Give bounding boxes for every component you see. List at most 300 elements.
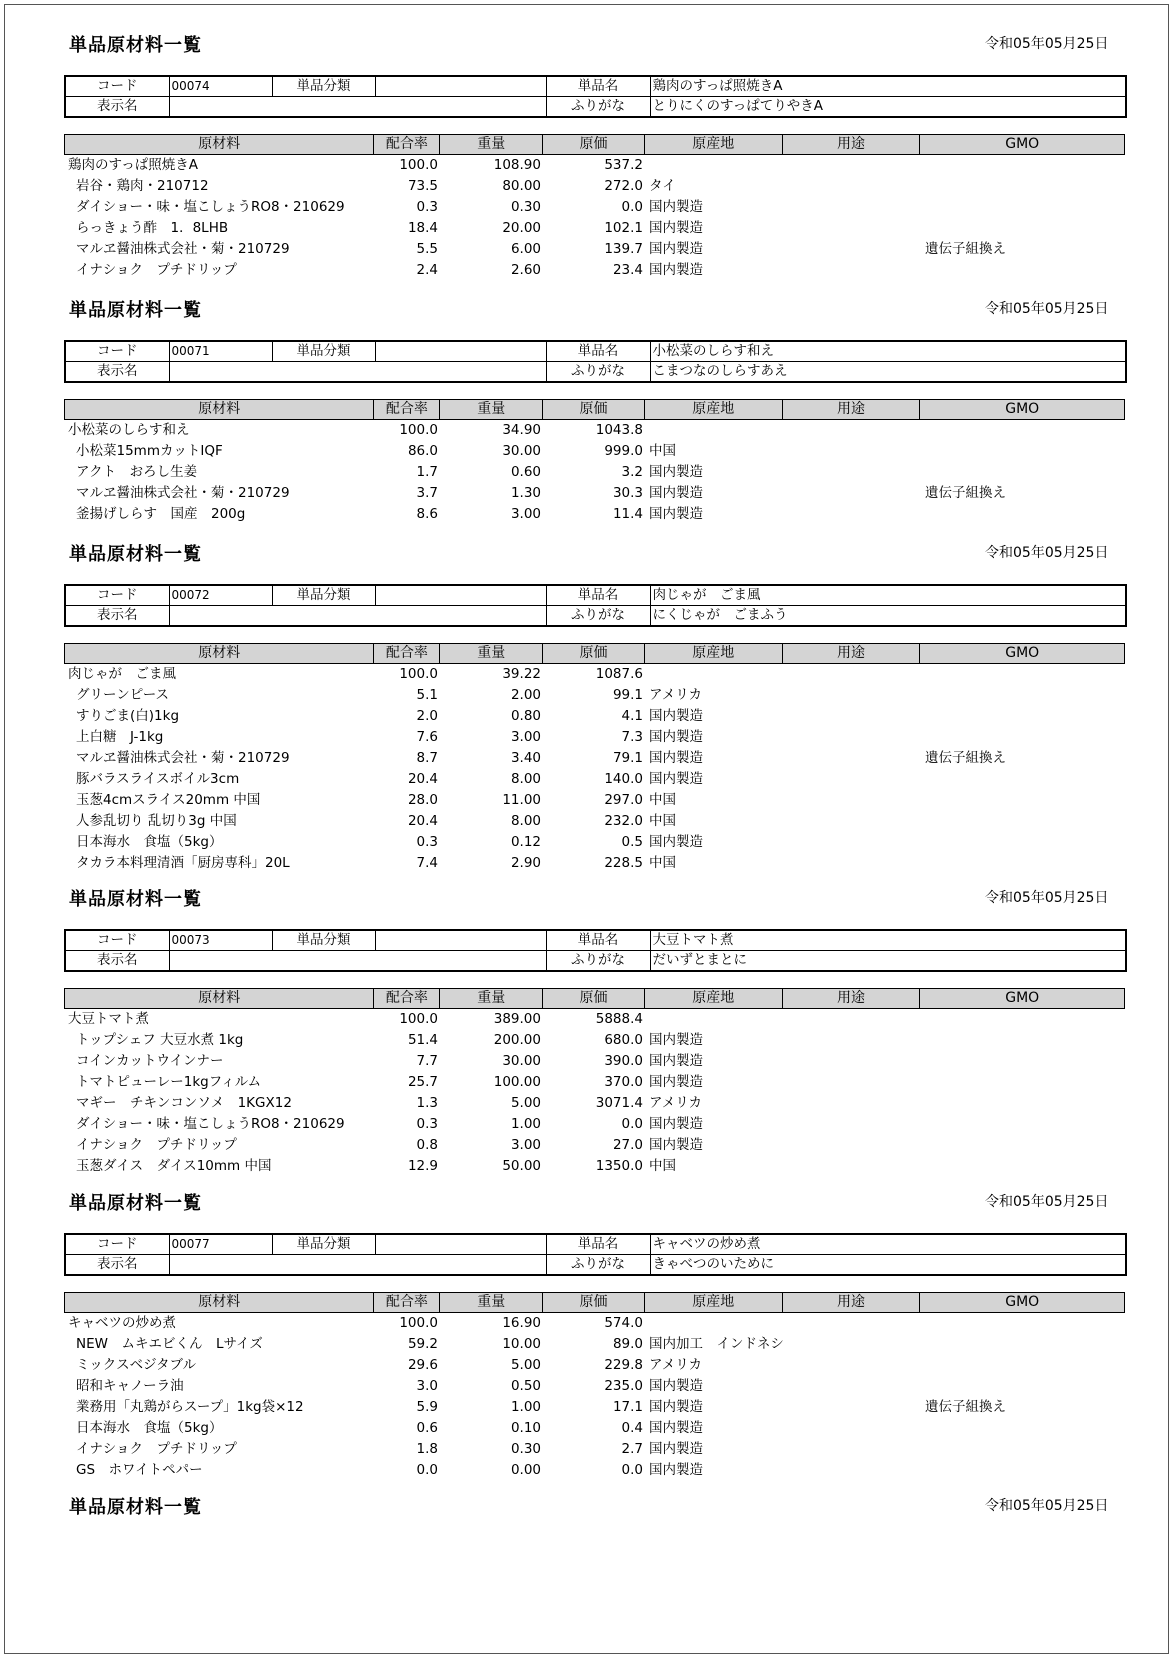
gmo-value: [921, 664, 1125, 685]
table-row: [64, 1418, 1125, 1439]
table-row: [64, 664, 1125, 685]
gmo-value: [921, 155, 1125, 176]
use-value: [783, 769, 921, 790]
weight-value: 39.22: [502, 666, 541, 682]
report-date: 令和05年05月25日: [985, 1194, 1109, 1210]
cost-value: 30.3: [612, 485, 643, 501]
table-row: [64, 727, 1125, 748]
cost-value: 89.0: [612, 1336, 643, 1352]
column-header-origin: 原産地: [645, 1293, 783, 1312]
weight-value: 10.00: [502, 1336, 541, 1352]
weight-value: 0.80: [510, 708, 541, 724]
ratio-value: 7.7: [416, 1053, 438, 1069]
cost-value: 1087.6: [595, 666, 643, 682]
origin-value: 国内製造: [649, 1399, 703, 1415]
material-name: マルヱ醤油株式会社・菊・210729: [76, 485, 290, 501]
column-header-gmo: GMO: [1005, 645, 1040, 661]
ratio-value: 100.0: [399, 157, 438, 173]
product-info-row: [65, 951, 1126, 972]
origin-value: 国内製造: [649, 506, 703, 522]
origin-value: 国内製造: [649, 750, 703, 766]
category-label: 単品分類: [272, 930, 375, 951]
use-value: [783, 706, 921, 727]
cost-value: 79.1: [612, 750, 643, 766]
table-row: [64, 1313, 1125, 1334]
gmo-value: [921, 441, 1125, 462]
cost-value: 0.0: [621, 1116, 643, 1132]
weight-value: 5.00: [510, 1357, 541, 1373]
use-value: [783, 1439, 921, 1460]
ratio-value: 1.3: [416, 1095, 438, 1111]
cost-value: 5888.4: [595, 1011, 643, 1027]
origin-value: 国内製造: [649, 1420, 703, 1436]
cost-value: 2.7: [621, 1441, 643, 1457]
cost-value: 102.1: [604, 220, 643, 236]
table-row: [64, 239, 1125, 260]
code-value: 00077: [169, 1234, 272, 1255]
material-name: 肉じゃが ごま風: [68, 666, 176, 682]
column-header-cost: 原価: [543, 1293, 645, 1312]
ratio-value: 73.5: [407, 178, 438, 194]
column-header-gmo: GMO: [1005, 990, 1040, 1006]
weight-value: 0.30: [510, 1441, 541, 1457]
cost-value: 3071.4: [595, 1095, 643, 1111]
origin-value: 国内製造: [649, 1378, 703, 1394]
weight-value: 2.90: [510, 855, 541, 871]
use-value: [783, 420, 921, 441]
material-name: 人参乱切り 乱切り3g 中国: [76, 813, 237, 829]
use-value: [783, 155, 921, 176]
origin-value: 国内製造: [649, 1032, 703, 1048]
table-row: [64, 1093, 1125, 1114]
use-value: [783, 727, 921, 748]
cost-value: 99.1: [612, 687, 643, 703]
column-header-material: 原材料: [65, 135, 374, 154]
use-value: [783, 1355, 921, 1376]
weight-value: 200.00: [493, 1032, 541, 1048]
origin-value: [645, 664, 783, 685]
cost-value: 235.0: [604, 1378, 643, 1394]
material-name: 上白糖 J-1kg: [76, 729, 164, 745]
ratio-value: 1.7: [416, 464, 438, 480]
material-name: ダイショー・味・塩こしょうRO8・210629: [76, 1116, 345, 1132]
material-name: すりごま(白)1kg: [76, 708, 180, 724]
origin-value: 国内製造: [649, 1137, 703, 1153]
code-value: 00073: [169, 930, 272, 951]
weight-value: 30.00: [502, 443, 541, 459]
product-name-label: 単品名: [546, 76, 650, 97]
cost-value: 7.3: [621, 729, 643, 745]
weight-value: 6.00: [510, 241, 541, 257]
section-title: 単品原材料一覧: [69, 544, 202, 565]
product-info-row: [65, 1255, 1126, 1276]
cost-value: 1043.8: [595, 422, 643, 438]
weight-value: 2.60: [510, 262, 541, 278]
gmo-value: [921, 1460, 1125, 1481]
ratio-value: 29.6: [407, 1357, 438, 1373]
ingredient-rows: [64, 1313, 1125, 1481]
code-label: コード: [65, 341, 169, 362]
product-name-label: 単品名: [546, 1234, 650, 1255]
column-header-use: 用途: [783, 1293, 921, 1312]
ratio-value: 25.7: [407, 1074, 438, 1090]
weight-value: 11.00: [502, 792, 541, 808]
column-header-ratio: 配合率: [374, 1293, 440, 1312]
origin-value: [645, 1009, 783, 1030]
use-value: [783, 176, 921, 197]
origin-value: 国内製造: [649, 1441, 703, 1457]
ratio-value: 100.0: [399, 422, 438, 438]
material-name: NEW ムキエビくん Lサイズ: [76, 1336, 263, 1352]
table-row: [64, 462, 1125, 483]
table-row: [64, 1009, 1125, 1030]
ratio-value: 100.0: [399, 666, 438, 682]
cost-value: 1350.0: [595, 1158, 643, 1174]
section-title: 単品原材料一覧: [69, 889, 202, 910]
material-name: トップシェフ 大豆水煮 1kg: [76, 1032, 244, 1048]
weight-value: 80.00: [502, 178, 541, 194]
table-row: [64, 1355, 1125, 1376]
table-row: [64, 1030, 1125, 1051]
weight-value: 0.00: [510, 1462, 541, 1478]
material-name: 玉葱ダイス ダイス10mm 中国: [76, 1158, 272, 1174]
gmo-value: [921, 832, 1125, 853]
cost-value: 232.0: [604, 813, 643, 829]
weight-value: 0.12: [510, 834, 541, 850]
product-name-value: キャベツの炒め煮: [650, 1234, 1126, 1255]
origin-value: 国内製造: [649, 1116, 703, 1132]
ratio-value: 2.0: [416, 708, 438, 724]
table-row: [64, 197, 1125, 218]
use-value: [783, 790, 921, 811]
gmo-value: [921, 1334, 1125, 1355]
use-value: [783, 1009, 921, 1030]
gmo-value: 遺伝子組換え: [925, 241, 1006, 257]
table-row: [64, 790, 1125, 811]
furigana-label: ふりがな: [546, 97, 650, 118]
ratio-value: 18.4: [407, 220, 438, 236]
ingredient-table-header: [64, 988, 1125, 1009]
gmo-value: [921, 504, 1125, 525]
material-name: キャベツの炒め煮: [68, 1315, 176, 1331]
origin-value: 国内製造: [649, 1053, 703, 1069]
ratio-value: 86.0: [407, 443, 438, 459]
origin-value: [645, 420, 783, 441]
use-value: [783, 1376, 921, 1397]
material-name: マルヱ醤油株式会社・菊・210729: [76, 750, 290, 766]
origin-value: 国内製造: [649, 1462, 703, 1478]
origin-value: タイ: [649, 178, 676, 194]
gmo-value: [921, 1156, 1125, 1177]
product-info-table: [64, 75, 1127, 118]
table-row: [64, 218, 1125, 239]
origin-value: 国内製造: [649, 241, 703, 257]
table-row: [64, 1051, 1125, 1072]
weight-value: 20.00: [502, 220, 541, 236]
gmo-value: [921, 260, 1125, 281]
origin-value: 中国: [649, 855, 676, 871]
ingredient-table-header: [64, 1292, 1125, 1313]
gmo-value: [921, 1439, 1125, 1460]
use-value: [783, 664, 921, 685]
gmo-value: [921, 811, 1125, 832]
weight-value: 1.00: [510, 1399, 541, 1415]
material-name: コインカットウインナー: [76, 1053, 224, 1069]
product-name-value: 大豆トマト煮: [650, 930, 1126, 951]
ratio-value: 1.8: [416, 1441, 438, 1457]
weight-value: 0.10: [510, 1420, 541, 1436]
origin-value: 国内製造: [649, 771, 703, 787]
ratio-value: 100.0: [399, 1011, 438, 1027]
cost-value: 370.0: [604, 1074, 643, 1090]
cost-value: 272.0: [604, 178, 643, 194]
section-title: 単品原材料一覧: [69, 300, 202, 321]
furigana-value: だいずとまとに: [650, 951, 1126, 972]
ingredient-table-header: [64, 134, 1125, 155]
code-value: 00074: [169, 76, 272, 97]
ratio-value: 0.6: [416, 1420, 438, 1436]
product-name-value: 肉じゃが ごま風: [650, 585, 1126, 606]
origin-value: アメリカ: [649, 687, 703, 703]
gmo-value: [921, 1114, 1125, 1135]
origin-value: アメリカ: [649, 1095, 703, 1111]
report-date: 令和05年05月25日: [985, 545, 1109, 561]
use-value: [783, 1156, 921, 1177]
gmo-value: [921, 853, 1125, 874]
display-name-label: 表示名: [65, 606, 169, 627]
furigana-label: ふりがな: [546, 1255, 650, 1276]
weight-value: 1.00: [510, 1116, 541, 1132]
material-name: 日本海水 食塩（5kg）: [76, 834, 223, 850]
product-info-row: [65, 930, 1126, 951]
column-header-cost: 原価: [543, 400, 645, 419]
cost-value: 3.2: [621, 464, 643, 480]
cost-value: 0.4: [621, 1420, 643, 1436]
gmo-value: [921, 1135, 1125, 1156]
furigana-label: ふりがな: [546, 951, 650, 972]
ingredient-rows: [64, 1009, 1125, 1177]
column-header-origin: 原産地: [645, 400, 783, 419]
ratio-value: 28.0: [407, 792, 438, 808]
cost-value: 4.1: [621, 708, 643, 724]
table-row: [64, 1072, 1125, 1093]
ratio-value: 5.5: [416, 241, 438, 257]
report-date: 令和05年05月25日: [985, 890, 1109, 906]
use-value: [783, 1313, 921, 1334]
material-name: イナショク プチドリップ: [76, 262, 237, 278]
gmo-value: [921, 1355, 1125, 1376]
furigana-label: ふりがな: [546, 362, 650, 383]
use-value: [783, 1135, 921, 1156]
column-header-cost: 原価: [543, 989, 645, 1008]
ratio-value: 51.4: [407, 1032, 438, 1048]
display-name-value: [169, 1255, 546, 1276]
product-info-row: [65, 76, 1126, 97]
table-row: [64, 420, 1125, 441]
column-header-weight: 重量: [440, 400, 543, 419]
gmo-value: [921, 218, 1125, 239]
material-name: ダイショー・味・塩こしょうRO8・210629: [76, 199, 345, 215]
table-row: [64, 1397, 1125, 1418]
display-name-label: 表示名: [65, 951, 169, 972]
report-date: 令和05年05月25日: [985, 1498, 1109, 1514]
column-header-ratio: 配合率: [374, 400, 440, 419]
column-header-material: 原材料: [65, 989, 374, 1008]
code-label: コード: [65, 76, 169, 97]
cost-value: 999.0: [604, 443, 643, 459]
category-value: [375, 585, 546, 606]
cost-value: 0.5: [621, 834, 643, 850]
column-header-ratio: 配合率: [374, 135, 440, 154]
category-value: [375, 1234, 546, 1255]
column-header-gmo: GMO: [1005, 136, 1040, 152]
table-row: [64, 769, 1125, 790]
table-row: [64, 1376, 1125, 1397]
product-info-row: [65, 97, 1126, 118]
use-value: [783, 504, 921, 525]
use-value: [783, 1397, 921, 1418]
material-name: イナショク プチドリップ: [76, 1441, 237, 1457]
table-row: [64, 504, 1125, 525]
origin-value: 国内製造: [649, 485, 703, 501]
column-header-origin: 原産地: [645, 989, 783, 1008]
origin-value: 国内製造: [649, 1074, 703, 1090]
use-value: [783, 685, 921, 706]
table-row: [64, 1439, 1125, 1460]
ratio-value: 12.9: [407, 1158, 438, 1174]
weight-value: 8.00: [510, 771, 541, 787]
furigana-value: こまつなのしらすあえ: [650, 362, 1126, 383]
origin-value: [645, 1313, 783, 1334]
section-title: 単品原材料一覧: [69, 1193, 202, 1214]
material-name: 日本海水 食塩（5kg）: [76, 1420, 223, 1436]
ratio-value: 0.3: [416, 834, 438, 850]
material-name: 釜揚げしらす 国産 200g: [76, 506, 246, 522]
use-value: [783, 1460, 921, 1481]
ratio-value: 100.0: [399, 1315, 438, 1331]
ratio-value: 20.4: [407, 813, 438, 829]
ingredient-rows: [64, 420, 1125, 525]
furigana-value: にくじゃが ごまふう: [650, 606, 1126, 627]
table-row: [64, 1114, 1125, 1135]
category-value: [375, 341, 546, 362]
use-value: [783, 748, 921, 769]
weight-value: 389.00: [493, 1011, 541, 1027]
use-value: [783, 832, 921, 853]
weight-value: 100.00: [493, 1074, 541, 1090]
gmo-value: [921, 727, 1125, 748]
gmo-value: [921, 176, 1125, 197]
product-info-row: [65, 341, 1126, 362]
product-name-label: 単品名: [546, 341, 650, 362]
table-row: [64, 155, 1125, 176]
material-name: 玉葱4cmスライス20mm 中国: [76, 792, 261, 808]
ratio-value: 3.7: [416, 485, 438, 501]
material-name: 豚バラスライスボイル3cm: [76, 771, 240, 787]
material-name: ミックスベジタブル: [76, 1357, 197, 1373]
material-name: 鶏肉のすっぱ照焼きA: [68, 157, 198, 173]
use-value: [783, 239, 921, 260]
display-name-value: [169, 951, 546, 972]
code-label: コード: [65, 930, 169, 951]
display-name-label: 表示名: [65, 1255, 169, 1276]
material-name: らっきょう酢 1．8LHB: [76, 220, 229, 236]
material-name: イナショク プチドリップ: [76, 1137, 237, 1153]
furigana-value: きゃべつのいために: [650, 1255, 1126, 1276]
material-name: マギー チキンコンソメ 1KGX12: [76, 1095, 292, 1111]
origin-value: 中国: [649, 813, 676, 829]
gmo-value: [921, 420, 1125, 441]
weight-value: 1.30: [510, 485, 541, 501]
table-row: [64, 483, 1125, 504]
use-value: [783, 1072, 921, 1093]
material-name: アクト おろし生姜: [76, 464, 198, 480]
gmo-value: [921, 1376, 1125, 1397]
table-row: [64, 706, 1125, 727]
origin-value: 国内製造: [649, 262, 703, 278]
product-info-table: [64, 929, 1127, 972]
cost-value: 17.1: [612, 1399, 643, 1415]
product-info-row: [65, 1234, 1126, 1255]
table-row: [64, 685, 1125, 706]
ratio-value: 0.3: [416, 199, 438, 215]
material-name: タカラ本料理清酒「厨房専科」20L: [76, 855, 290, 871]
gmo-value: 遺伝子組換え: [925, 1399, 1006, 1415]
use-value: [783, 483, 921, 504]
ratio-value: 0.3: [416, 1116, 438, 1132]
origin-value: 国内製造: [649, 834, 703, 850]
column-header-weight: 重量: [440, 989, 543, 1008]
column-header-use: 用途: [783, 644, 921, 663]
weight-value: 8.00: [510, 813, 541, 829]
table-row: [64, 811, 1125, 832]
use-value: [783, 1051, 921, 1072]
section-title: 単品原材料一覧: [69, 1497, 202, 1518]
use-value: [783, 1334, 921, 1355]
ratio-value: 8.7: [416, 750, 438, 766]
use-value: [783, 260, 921, 281]
column-header-cost: 原価: [543, 644, 645, 663]
display-name-value: [169, 606, 546, 627]
cost-value: 0.0: [621, 1462, 643, 1478]
use-value: [783, 197, 921, 218]
column-header-weight: 重量: [440, 644, 543, 663]
gmo-value: 遺伝子組換え: [925, 485, 1006, 501]
display-name-label: 表示名: [65, 362, 169, 383]
table-row: [64, 1135, 1125, 1156]
display-name-value: [169, 97, 546, 118]
ratio-value: 3.0: [416, 1378, 438, 1394]
material-name: 小松菜15mmカットIQF: [76, 443, 223, 459]
cost-value: 11.4: [612, 506, 643, 522]
gmo-value: [921, 1418, 1125, 1439]
code-value: 00072: [169, 585, 272, 606]
column-header-material: 原材料: [65, 644, 374, 663]
material-name: 業務用「丸鶏がらスープ」1kg袋×12: [76, 1399, 304, 1415]
product-info-table: [64, 584, 1127, 627]
ratio-value: 5.1: [416, 687, 438, 703]
origin-value: 国内製造: [649, 199, 703, 215]
category-value: [375, 76, 546, 97]
code-value: 00071: [169, 341, 272, 362]
origin-value: 中国: [649, 792, 676, 808]
column-header-gmo: GMO: [1005, 401, 1040, 417]
ingredient-rows: [64, 155, 1125, 281]
display-name-label: 表示名: [65, 97, 169, 118]
ingredient-rows: [64, 664, 1125, 874]
column-header-material: 原材料: [65, 400, 374, 419]
ratio-value: 5.9: [416, 1399, 438, 1415]
